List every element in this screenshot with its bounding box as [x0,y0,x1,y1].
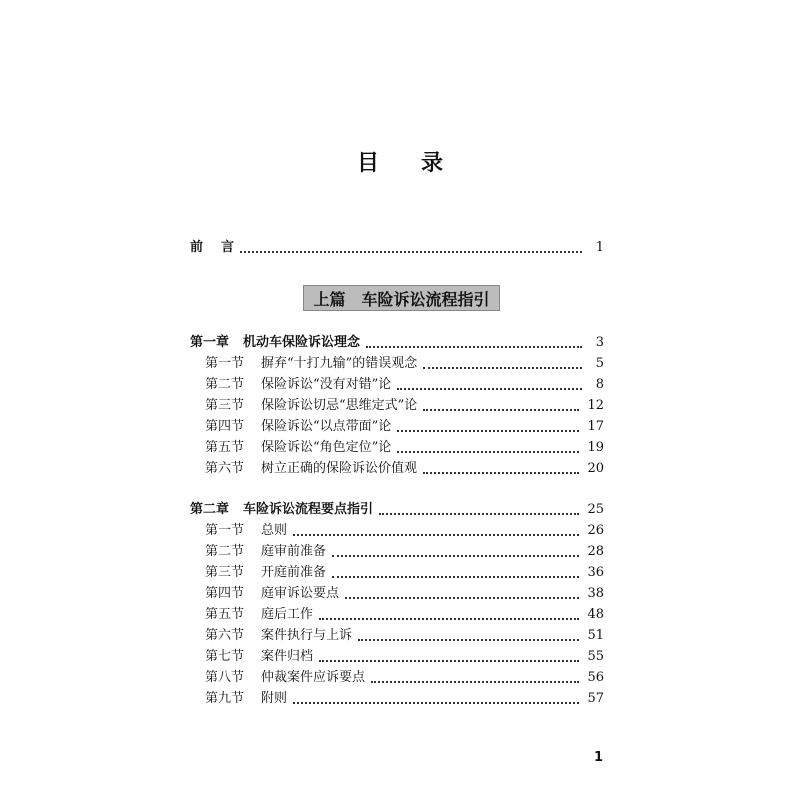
toc-entry-section[interactable] [205,459,604,479]
toc-entry-preface[interactable] [190,238,604,258]
toc-entry-chapter-1[interactable] [190,333,604,353]
section-number: 第六节 [205,628,245,643]
toc-entry-section[interactable] [205,668,604,688]
section-number: 第三节 [205,565,245,580]
page-title-char-1: 目 [356,151,379,176]
preface-char-1: 前 [190,240,204,255]
toc-entry-section[interactable] [205,438,604,458]
toc-entry-section[interactable] [205,396,604,416]
dot-leader [332,575,579,578]
dot-leader [423,408,579,411]
dot-leader [423,366,582,369]
toc-page-number: 8 [595,377,604,392]
toc-page-number: 36 [587,565,604,580]
toc-page-number: 25 [587,502,604,517]
toc-entry-section[interactable] [205,689,604,709]
dot-leader [371,680,579,683]
section-title: 保险诉讼“以点带面”论 [261,419,392,434]
toc-page-number: 26 [587,523,604,538]
chapter-title: 车险诉讼流程要点指引 [243,502,374,517]
section-title: 树立正确的保险诉讼价值观 [261,461,418,476]
section-title: 总则 [261,523,288,538]
part-title: 车险诉讼流程指引 [361,289,490,309]
section-number: 第二节 [205,544,245,559]
toc-entry-section[interactable] [205,605,604,625]
section-title: 保险诉讼“角色定位”论 [261,440,392,455]
dot-leader [358,638,579,641]
toc-entry-section[interactable] [205,626,604,646]
section-title: 附则 [261,691,288,706]
toc-page-number: 20 [587,461,604,476]
dot-leader [319,617,579,620]
section-title: 保险诉讼切忌“思维定式”论 [261,398,418,413]
toc-entry-section[interactable] [205,563,604,583]
dot-leader [397,450,579,453]
section-number: 第七节 [205,649,245,664]
dot-leader [397,429,579,432]
toc-page-number: 19 [587,440,604,455]
section-number: 第四节 [205,586,245,601]
chapter-number: 第一章 [190,335,230,350]
dot-leader [397,387,582,390]
section-number: 第三节 [205,398,245,413]
toc-entry-section[interactable] [205,375,604,395]
toc-entry-section[interactable] [205,354,604,374]
toc-entry-section[interactable] [205,417,604,437]
section-title: 摒弃“十打九输”的错误观念 [261,356,418,371]
section-number: 第九节 [205,691,245,706]
dot-leader [319,659,579,662]
section-title: 仲裁案件应诉要点 [261,670,366,685]
toc-entry-chapter-2[interactable] [190,500,604,520]
toc-page-number: 56 [587,670,604,685]
dot-leader [293,701,579,704]
section-number: 第一节 [205,523,245,538]
dot-leader [379,512,579,515]
section-number: 第四节 [205,419,245,434]
section-title: 庭审诉讼要点 [261,586,340,601]
toc-page-number: 12 [587,398,604,413]
section-number: 第二节 [205,377,245,392]
toc-page-number: 38 [587,586,604,601]
dot-leader [293,533,579,536]
page-title-char-2: 录 [421,151,444,176]
section-number: 第八节 [205,670,245,685]
section-title: 庭审前准备 [261,544,327,559]
chapter-title: 机动车保险诉讼理念 [243,335,361,350]
section-title: 保险诉讼“没有对错”论 [261,377,392,392]
dot-leader [240,250,582,253]
toc-entry-section[interactable] [205,647,604,667]
part-label: 上篇 [313,289,346,309]
toc-page-number: 48 [587,607,604,622]
toc-entry-section[interactable] [205,521,604,541]
toc-entry-section[interactable] [205,584,604,604]
toc-page-number: 1 [595,240,604,255]
section-number: 第六节 [205,461,245,476]
toc-page-number: 55 [587,649,604,664]
dot-leader [345,596,579,599]
page-title [0,146,800,177]
section-number: 第五节 [205,607,245,622]
dot-leader [366,345,582,348]
toc-page-number: 3 [595,335,604,350]
part-banner [303,285,500,311]
dot-leader [423,471,579,474]
toc-page-number: 5 [595,356,604,371]
toc-page-number: 17 [587,419,604,434]
toc-page-number: 51 [587,628,604,643]
section-title: 案件执行与上诉 [261,628,353,643]
dot-leader [332,554,579,557]
toc-entry-section[interactable] [205,542,604,562]
toc-page-number: 57 [587,691,604,706]
section-title: 案件归档 [261,649,314,664]
page-number: 1 [594,750,604,765]
toc-page-number: 28 [587,544,604,559]
preface-char-2: 言 [221,240,235,255]
section-number: 第五节 [205,440,245,455]
chapter-number: 第二章 [190,502,230,517]
section-title: 开庭前准备 [261,565,327,580]
section-number: 第一节 [205,356,245,371]
section-title: 庭后工作 [261,607,314,622]
